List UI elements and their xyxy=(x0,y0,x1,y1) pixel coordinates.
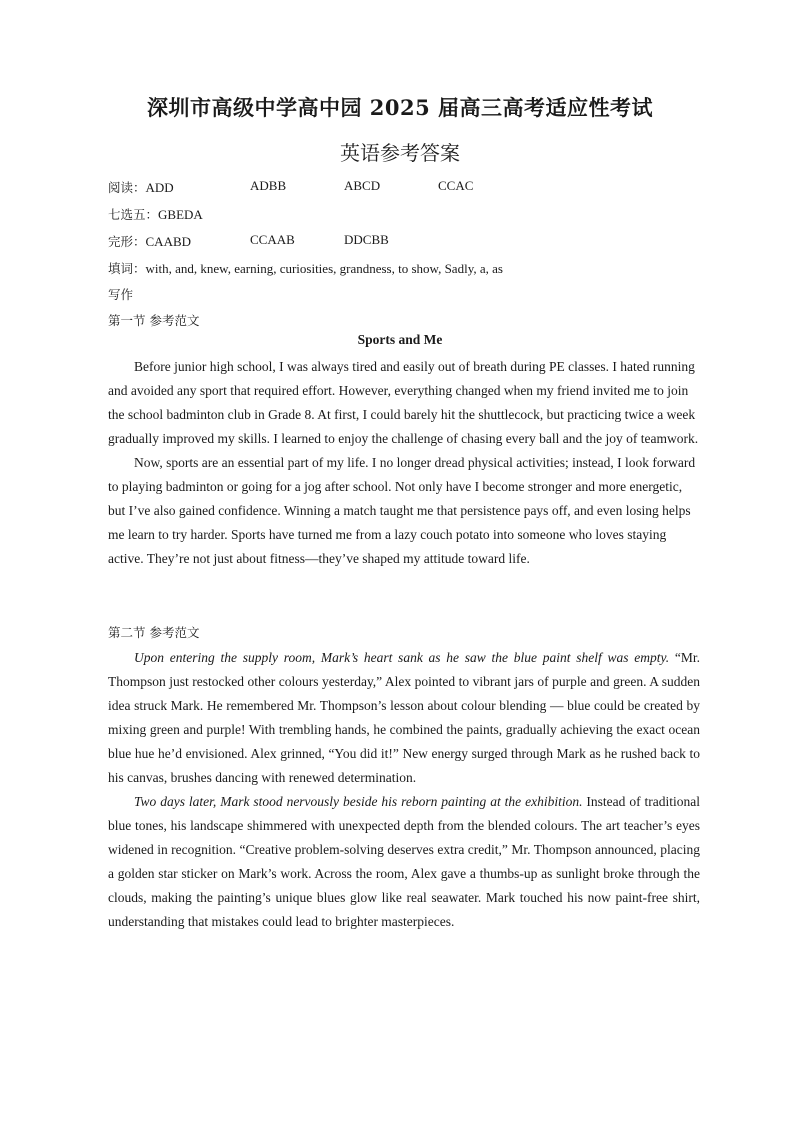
seven-choose-five-label: 七选五： xyxy=(108,207,159,222)
seven-choose-five-answers xyxy=(108,205,203,223)
seven-choose-five-value: GBEDA xyxy=(158,207,203,222)
reading-answers xyxy=(108,178,474,196)
reading-label: 阅读： xyxy=(108,180,146,195)
cloze-group-1: CAABD xyxy=(145,234,192,249)
reading-group-1: ADD xyxy=(145,180,174,195)
section2-essay xyxy=(108,646,700,934)
cloze-group-3: DDCBB xyxy=(344,232,389,247)
grammar-fill-label: 填词： xyxy=(108,261,146,276)
grammar-fill-answers xyxy=(108,259,503,277)
writing-label: 写作 xyxy=(108,287,134,302)
page-title: 深圳市高级中学高中园 2025 届高三高考适应性考试 xyxy=(146,95,654,120)
section2-paragraph-1-body: “Mr. Thompson just restocked other colours yesterday,” Alex pointed to vibrant jars of purple and green. A sudden idea struck Mark. He remembered Mr. Thompson’s lesson about colour blending — blue could be created by mixing green and purple! With trembling hands, he combined the paints, gradually achieving the exact ocean blue hue he’d envisioned. Alex grinned, “You did it!” New energy surged through Mark as he rushed back to his canvas, brushes dancing with renewed determination. xyxy=(108,650,700,785)
section1-essay xyxy=(108,355,700,571)
cloze-answers xyxy=(108,232,389,250)
page-subtitle: 英语参考答案 xyxy=(340,141,460,165)
cloze-group-2: CCAAB xyxy=(250,232,295,247)
section2-heading: 第二节 参考范文 xyxy=(108,625,200,640)
reading-group-2: ADBB xyxy=(250,178,287,193)
reading-group-3: ABCD xyxy=(344,178,381,193)
section1-paragraph-2: Now, sports are an essential part of my life. I no longer dread physical activities; instead, I look forward to playing badminton or going for a jog after school. Not only have I become stronger and more energetic, but I’ve also gained confidence. Winning a match taught me that persistence pays off, and even losing helps me learn to try harder. Sports have turned me from a lazy couch potato into someone who loves staying active. They’re not just about fitness—they’ve shaped my attitude toward life. xyxy=(108,455,696,566)
cloze-label: 完形： xyxy=(108,234,146,249)
section1-paragraph-1: Before junior high school, I was always tired and easily out of breath during PE classes. I hated running and avoided any sport that required effort. However, everything changed when my friend invited me to join the school badminton club in Grade 8. At first, I could barely hit the shuttlecock, but practicing twice a week gradually improved my skills. I learned to enjoy the challenge of chasing every ball and the joy of teamwork. xyxy=(108,359,699,446)
essay-title: Sports and Me xyxy=(357,332,443,347)
section1-heading: 第一节 参考范文 xyxy=(108,313,200,328)
grammar-fill-value: with, and, knew, earning, curiosities, grandness, to show, Sadly, a, as xyxy=(145,261,503,276)
section2-paragraph-1-lead: Upon entering the supply room, Mark’s heart sank as he saw the blue paint shelf was empty. xyxy=(134,650,670,665)
section2-paragraph-2-body: Instead of traditional blue tones, his landscape shimmered with unexpected depth from the blended colours. The art teacher’s eyes widened in recognition. “Creative problem-solving deserves extra credit,” Mr. Thompson announced, placing a golden star sticker on Mark’s work. Across the room, Alex gave a thumbs-up as sunlight broke through the clouds, making the painting’s unique blues glow like real seawater. Mark touched his now paint-free shirt, understanding that mistakes could lead to brighter masterpieces. xyxy=(108,794,700,929)
reading-group-4: CCAC xyxy=(438,178,474,193)
section2-paragraph-2 xyxy=(108,790,700,934)
section2-paragraph-1 xyxy=(108,646,700,790)
section2-paragraph-2-lead: Two days later, Mark stood nervously beside his reborn painting at the exhibition. xyxy=(134,794,583,809)
